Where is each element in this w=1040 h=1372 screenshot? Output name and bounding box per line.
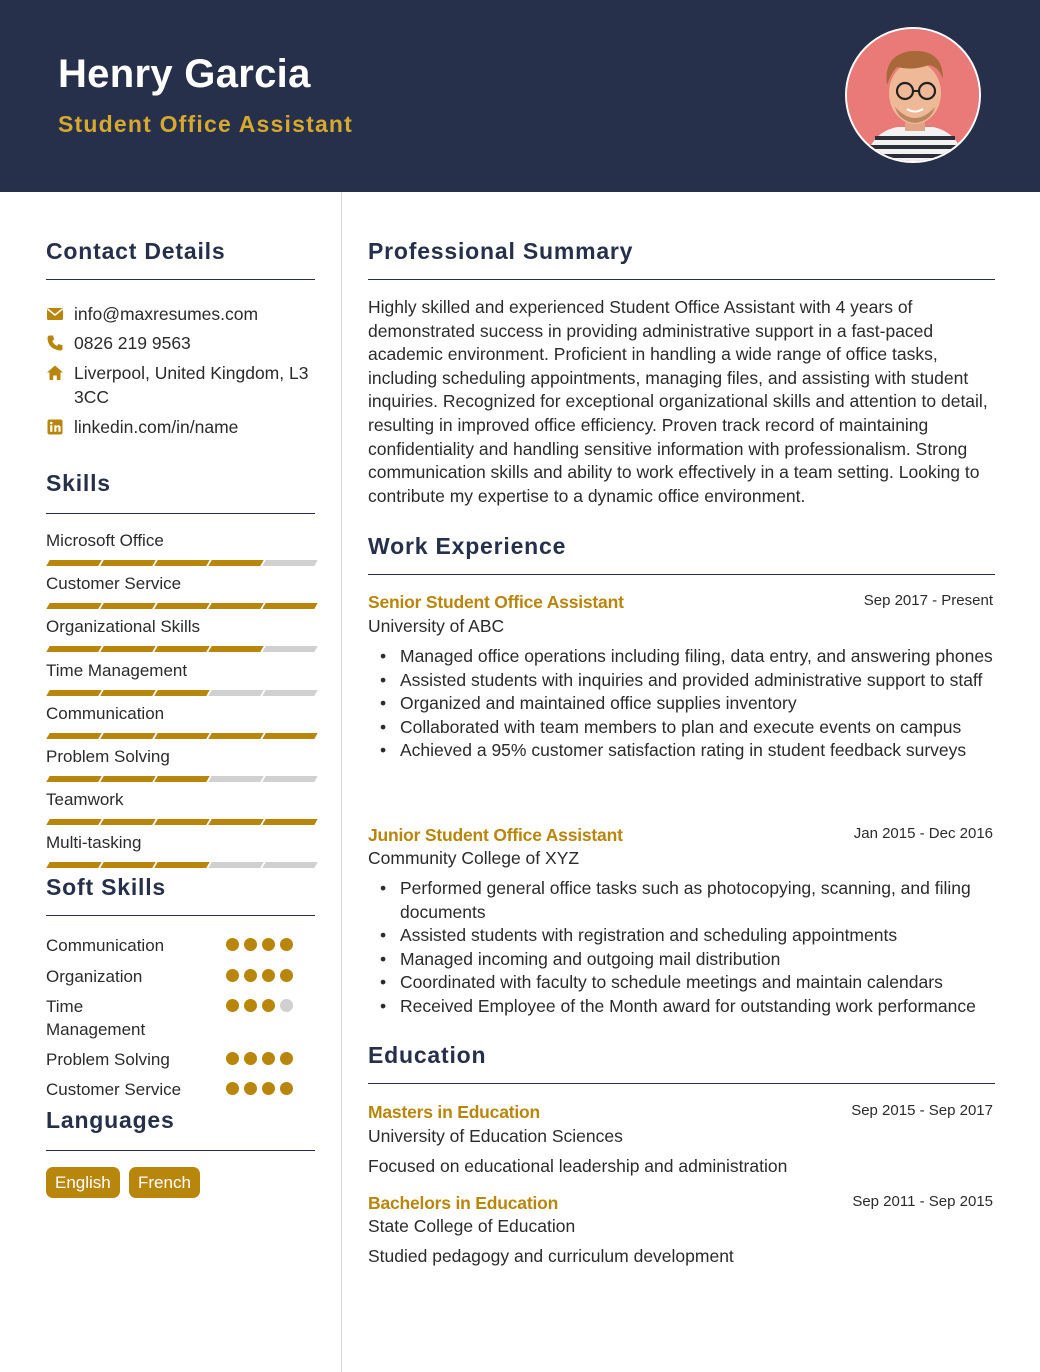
list-item: • Coordinated with faculty to schedule meetings and maintain calendars (368, 971, 998, 995)
list-item: • Assisted students with registration and scheduling appointments (368, 924, 998, 948)
rating-dot-filled (226, 1052, 239, 1065)
skill-segment-filled (100, 560, 155, 566)
skill-label: Multi-tasking (46, 833, 142, 853)
skill-segment-filled (100, 819, 155, 825)
candidate-name: Henry Garcia (58, 52, 311, 96)
skill-label: Communication (46, 703, 165, 723)
skills-heading: Skills (46, 470, 111, 496)
skill-segment-filled (208, 733, 263, 739)
skill-segment-filled (262, 733, 317, 739)
experience-rule (368, 574, 995, 575)
job-org-1: University of ABC (368, 616, 505, 636)
rating-dot-filled (226, 938, 239, 951)
contact-email[interactable] (46, 302, 316, 326)
rating-dot-filled (280, 969, 293, 982)
skill-segment-filled (100, 603, 155, 609)
skill-segment-filled (154, 646, 209, 652)
languages-heading: Languages (46, 1107, 175, 1133)
rating-dot-filled (244, 1052, 257, 1065)
summary-heading: Professional Summary (368, 238, 634, 264)
skill-level-bar (46, 733, 314, 739)
contact-heading: Contact Details (46, 238, 226, 264)
skill-segment-filled (100, 776, 155, 782)
contact-address (46, 361, 316, 409)
degree-dates-1: Sep 2015 - Sep 2017 (851, 1102, 993, 1119)
column-divider (341, 192, 342, 1372)
skill-label: Problem Solving (46, 747, 170, 766)
soft-skill-label: Customer Service (46, 1080, 182, 1099)
summary-rule (368, 279, 995, 280)
soft-skill-label: Time Management (46, 997, 146, 1039)
skill-segment-empty (262, 646, 317, 652)
rating-dot-filled (262, 969, 275, 982)
rating-dot-filled (226, 969, 239, 982)
skill-level-bar (46, 560, 314, 566)
skill-level-bar (46, 776, 314, 782)
rating-dot-filled (226, 1082, 239, 1095)
list-item: • Managed office operations including filing, data entry, and answering phones (368, 645, 998, 669)
skill-segment-empty (208, 776, 263, 782)
skill-segment-empty (208, 862, 263, 868)
skill-label: Teamwork (46, 790, 124, 810)
skill-segment-filled (154, 560, 209, 566)
job-dates-2: Jan 2015 - Dec 2016 (853, 825, 993, 842)
list-item: • Organized and maintained office supplies inventory (368, 692, 998, 716)
skill-level-bar (46, 862, 314, 868)
envelope-icon (46, 305, 64, 323)
skill-segment-filled (100, 690, 155, 696)
rating-dot-filled (280, 1082, 293, 1095)
soft-skill-label: Organization (46, 967, 143, 986)
rating-dot-filled (280, 1052, 293, 1065)
skill-level-bar (46, 646, 314, 652)
skill-label: Time Management (46, 660, 188, 680)
list-item: • Assisted students with inquiries and provided administrative support to staff (368, 669, 998, 693)
contact-email-text: info@maxresumes.com (74, 304, 259, 324)
skill-segment-filled (46, 690, 101, 696)
skill-segment-filled (100, 646, 155, 652)
skill-segment-filled (208, 560, 263, 566)
contact-phone[interactable] (46, 331, 316, 355)
skill-segment-filled (262, 819, 317, 825)
experience-heading: Work Experience (368, 533, 567, 559)
skill-segment-filled (208, 819, 263, 825)
skill-segment-filled (100, 862, 155, 868)
skill-segment-filled (46, 733, 101, 739)
rating-dot-filled (244, 938, 257, 951)
contact-linkedin[interactable] (46, 415, 316, 439)
candidate-title: Student Office Assistant (58, 111, 354, 137)
education-heading: Education (368, 1042, 487, 1068)
education-note-1: Focused on educational leadership and administration (368, 1156, 788, 1176)
job-bullets-2 (368, 877, 998, 1018)
skill-segment-filled (154, 733, 209, 739)
skill-segment-filled (46, 862, 101, 868)
education-note-2: Studied pedagogy and curriculum development (368, 1246, 734, 1266)
job-title-2: Junior Student Office Assistant (368, 825, 623, 845)
degree-1: Masters in Education (368, 1102, 541, 1122)
contact-linkedin-text: linkedin.com/in/name (74, 417, 239, 437)
skill-label: Customer Service (46, 574, 182, 594)
school-2: State College of Education (368, 1216, 576, 1236)
list-item: • Managed incoming and outgoing mail distribution (368, 948, 998, 972)
rating-dot-empty (280, 999, 293, 1012)
language-badge-english: English (46, 1167, 120, 1198)
skill-segment-filled (46, 603, 101, 609)
job-org-2: Community College of XYZ (368, 848, 580, 868)
avatar-portrait-icon (847, 29, 981, 163)
skill-segment-filled (154, 776, 209, 782)
soft-skill-label: Problem Solving (46, 1050, 170, 1069)
job-title-1: Senior Student Office Assistant (368, 592, 624, 612)
home-icon (46, 364, 64, 382)
list-item: • Collaborated with team members to plan and execute events on campus (368, 716, 998, 740)
job-bullets-1 (368, 645, 998, 763)
skill-segment-filled (154, 862, 209, 868)
rating-dot-filled (244, 1082, 257, 1095)
skill-level-bar (46, 690, 314, 696)
rating-dot-filled (262, 1052, 275, 1065)
skill-segment-filled (46, 646, 101, 652)
skill-segment-empty (262, 560, 317, 566)
education-rule (368, 1083, 995, 1084)
skill-segment-filled (262, 603, 317, 609)
skill-label: Organizational Skills (46, 617, 201, 637)
languages-rule (46, 1150, 315, 1151)
resume-header (0, 0, 1040, 192)
list-item: • Received Employee of the Month award for outstanding work performance (368, 995, 998, 1019)
skill-segment-filled (208, 646, 263, 652)
linkedin-icon (46, 418, 64, 436)
skill-segment-filled (100, 733, 155, 739)
skill-segment-filled (46, 560, 101, 566)
skill-segment-filled (154, 690, 209, 696)
school-1: University of Education Sciences (368, 1126, 623, 1146)
soft-skill-label: Communication (46, 936, 165, 955)
skill-segment-empty (208, 690, 263, 696)
skill-segment-empty (262, 690, 317, 696)
degree-2: Bachelors in Education (368, 1193, 559, 1213)
list-item: • Performed general office tasks such as photocopying, scanning, and filing documents (368, 877, 998, 924)
soft-skills-heading: Soft Skills (46, 874, 166, 900)
list-item: • Achieved a 95% customer satisfaction rating in student feedback surveys (368, 739, 998, 763)
rating-dot-filled (244, 969, 257, 982)
phone-icon (46, 334, 64, 352)
skill-segment-filled (154, 819, 209, 825)
language-badge-french: French (129, 1167, 200, 1198)
skill-segment-filled (46, 776, 101, 782)
skill-level-bar (46, 819, 314, 825)
contact-rule (46, 279, 315, 280)
soft-skills-rule (46, 915, 315, 916)
summary-text: Highly skilled and experienced Student Office Assistant with 4 years of demonstrated success in providing administrative support in a fast-paced academic environment. Proficient in handling a wide range of office tasks, including scheduling appointments, managing files, and assisting with student inquiries. Recognized for exceptional organizational skills and attention to detail, resulting in improved office efficiency. Proven track record of maintaining confidentiality and handling sensitive information with professionalism. Strong communication skills and ability to work effectively in a team setting. Looking to contribute my expertise to a dynamic office environment. (368, 297, 988, 506)
skill-segment-filled (208, 603, 263, 609)
rating-dot-filled (262, 938, 275, 951)
rating-dot-filled (226, 999, 239, 1012)
skills-rule (46, 513, 315, 514)
job-dates-1: Sep 2017 - Present (863, 592, 993, 609)
skill-segment-filled (46, 819, 101, 825)
rating-dot-filled (244, 999, 257, 1012)
skill-segment-empty (262, 776, 317, 782)
skill-level-bar (46, 603, 314, 609)
contact-address-text: Liverpool, United Kingdom, L3 3CC (74, 363, 309, 407)
rating-dot-filled (280, 938, 293, 951)
skill-segment-empty (262, 862, 317, 868)
avatar (845, 27, 981, 163)
rating-dot-filled (262, 1082, 275, 1095)
degree-dates-2: Sep 2011 - Sep 2015 (852, 1193, 993, 1210)
skill-segment-filled (154, 603, 209, 609)
rating-dot-filled (262, 999, 275, 1012)
contact-phone-text: 0826 219 9563 (74, 333, 191, 353)
skill-label: Microsoft Office (46, 531, 164, 550)
